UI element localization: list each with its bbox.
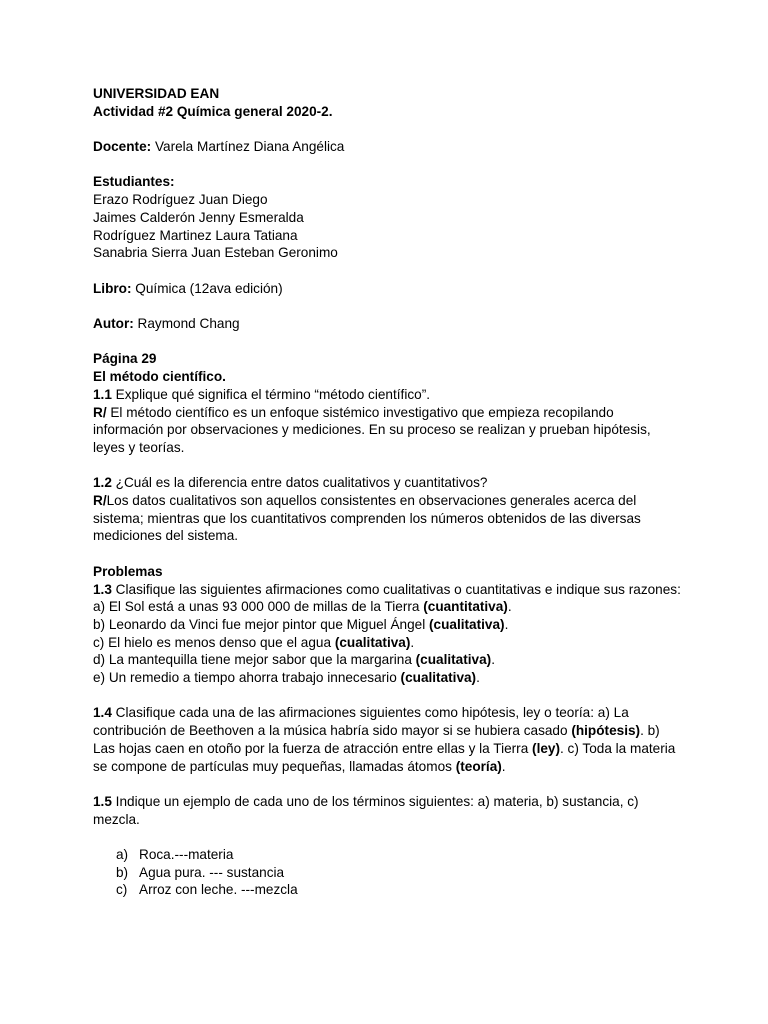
question-text: Explique qué significa el término “método científico”. (111, 386, 431, 402)
answer-1-2 (93, 492, 683, 545)
activity-title: Actividad #2 Química general 2020-2. (93, 103, 333, 119)
list-marker: b) (116, 864, 129, 880)
statement-item: d) La mantequilla tiene mejor sabor que la margarina (cualitativa). (93, 652, 495, 668)
student-name: Sanabria Sierra Juan Esteban Geronimo (93, 245, 338, 261)
question-1-2 (93, 474, 683, 492)
question-text: Indique un ejemplo de cada uno de los términos siguientes: a) materia, b) sustancia, c) mezcla. (93, 793, 639, 827)
book-value: Química (12ava edición) (131, 280, 283, 296)
question-number: 1.2 (93, 475, 112, 491)
author-line (93, 315, 683, 333)
classification-tag: (teoría) (455, 758, 502, 774)
examples-list (93, 846, 683, 899)
classification-tag: (ley) (532, 740, 560, 756)
answer-label: R/ (93, 404, 107, 420)
classification-tag: (hipótesis) (571, 723, 641, 739)
student-name: Jaimes Calderón Jenny Esmeralda (93, 209, 304, 225)
answer-1-1 (93, 404, 683, 457)
statement-item: e) Un remedio a tiempo ahorra trabajo innecesario (cualitativa). (93, 670, 480, 686)
page-reference: Página 29 (93, 351, 157, 367)
student-name: Erazo Rodríguez Juan Diego (93, 192, 268, 208)
statement-item: b) Leonardo da Vinci fue mejor pintor que Miguel Ángel (cualitativa). (93, 616, 509, 632)
question-1-5 (93, 793, 683, 828)
docente-label: Docente: (93, 139, 152, 155)
author-value: Raymond Chang (133, 316, 240, 332)
question-1-4: 1.4 Clasifique cada una de las afirmaciones siguientes como hipótesis, ley o teoría: a) La contribución de Beethoven a la música habría sido mayor si se hubiera casado (hipótesis). b) Las hojas caen en otoño por la fuerza de atracción entre ellas y la Tierra (ley). c) Toda la materia se compone de partículas muy pequeñas, llamadas átomos (teoría). (93, 705, 676, 774)
question-1-1 (93, 386, 683, 404)
question-number: 1.1 (93, 386, 112, 402)
author-label: Autor: (93, 316, 134, 332)
question-text: Clasifique las siguientes afirmaciones como cualitativas o cuantitativas e indique sus razones: (111, 581, 681, 597)
students-heading: Estudiantes: (93, 174, 175, 190)
question-number: 1.4 (93, 705, 112, 721)
answer-label: R/ (93, 493, 107, 509)
classification-tag: (cuantitativa) (423, 599, 508, 615)
list-item: c) Arroz con leche. ---mezcla (116, 882, 298, 898)
list-item: a) Roca.---materia (116, 847, 234, 863)
answer-text: El método científico es un enfoque sistémico investigativo que empieza recopilando información por observaciones y mediciones. En su proceso se realizan y prueban hipótesis, leyes y teorías. (93, 404, 651, 455)
classification-tag: (cualitativa) (429, 616, 505, 632)
answer-text: Los datos cualitativos son aquellos consistentes en observaciones generales acerca del sistema; mientras que los cuantitativos comprenden los números obtenidos de las diversas mediciones del sistema. (93, 493, 641, 544)
classification-tag: (cualitativa) (334, 634, 411, 650)
classification-tag: (cualitativa) (400, 670, 477, 686)
question-number: 1.3 (93, 581, 112, 597)
list-marker: c) (116, 882, 128, 898)
book-line (93, 280, 683, 298)
question-number: 1.5 (93, 793, 112, 809)
student-name: Rodríguez Martinez Laura Tatiana (93, 227, 298, 243)
book-label: Libro: (93, 280, 132, 296)
docente-value: Varela Martínez Diana Angélica (151, 139, 345, 155)
list-marker: a) (116, 847, 129, 863)
problems-heading: Problemas (93, 563, 163, 579)
question-text: ¿Cuál es la diferencia entre datos cualitativos y cuantitativos? (111, 475, 488, 491)
list-item: b) Agua pura. --- sustancia (116, 864, 285, 880)
classification-tag: (cualitativa) (415, 652, 492, 668)
statement-item: a) El Sol está a unas 93 000 000 de millas de la Tierra (cuantitativa). (93, 599, 512, 615)
section-title: El método científico. (93, 369, 226, 385)
university-name: UNIVERSIDAD EAN (93, 86, 220, 101)
document-content (93, 85, 683, 899)
question-1-3 (93, 581, 683, 599)
docente-line (93, 138, 683, 156)
statement-item: c) El hielo es menos denso que el agua (cualitativa). (93, 634, 415, 650)
